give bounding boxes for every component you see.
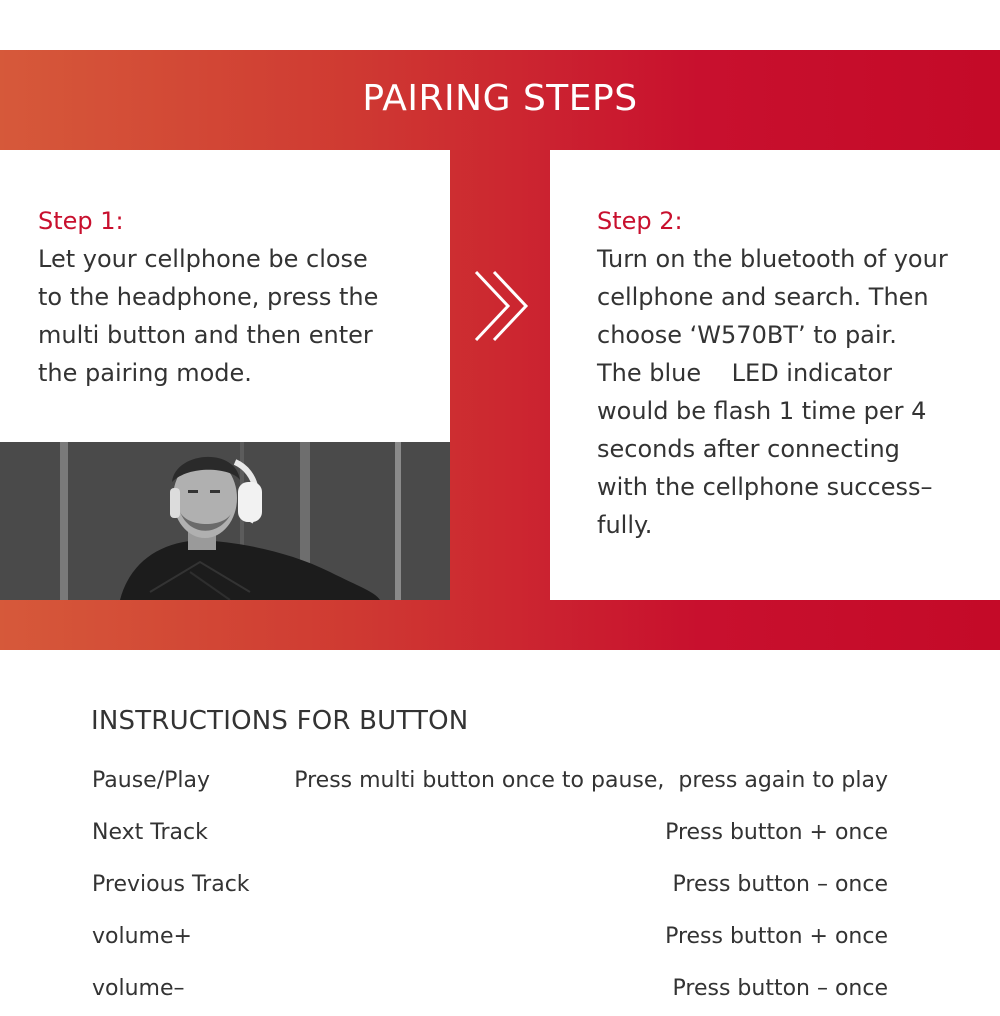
step2-line: fully. [597,511,653,539]
instruction-desc: Press button – once [672,976,888,1001]
instruction-desc: Press multi button once to pause, press again to play [294,768,888,793]
step2-line: Turn on the bluetooth of your [597,245,948,273]
instruction-name: volume– [92,976,185,1001]
instruction-name: volume+ [92,924,192,949]
instruction-row [92,768,888,808]
step2-card [550,150,1000,600]
step2-label: Step 2: [597,207,683,235]
step2-line: would be flash 1 time per 4 [597,397,927,425]
step2-line: with the cellphone success– [597,473,933,501]
step1-line: to the headphone, press the [38,283,379,311]
step1-label: Step 1: [38,207,124,235]
step2-line: cellphone and search. Then [597,283,929,311]
step1-card [0,150,450,600]
double-chevron-right-icon [470,268,534,344]
instructions-title: INSTRUCTIONS FOR BUTTON [91,706,469,736]
step1-text-block [38,202,438,392]
step2-text-block [597,202,997,544]
instruction-name: Previous Track [92,872,250,897]
instruction-row [92,872,888,912]
step2-line: The blue LED indicator [597,359,892,387]
instruction-row [92,976,888,1016]
man-with-headphones-photo [0,442,450,600]
step2-line: seconds after connecting [597,435,900,463]
step1-line: the pairing mode. [38,359,252,387]
instruction-row [92,924,888,964]
instruction-name: Pause/Play [92,768,210,793]
step1-line: Let your cellphone be close [38,245,368,273]
instruction-name: Next Track [92,820,208,845]
instruction-desc: Press button – once [672,872,888,897]
instruction-desc: Press button + once [665,924,888,949]
instruction-desc: Press button + once [665,820,888,845]
photo-illustration [0,442,450,600]
step2-line: choose ‘W570BT’ to pair. [597,321,897,349]
instruction-row [92,820,888,860]
banner-title: PAIRING STEPS [362,78,638,119]
step1-line: multi button and then enter [38,321,373,349]
